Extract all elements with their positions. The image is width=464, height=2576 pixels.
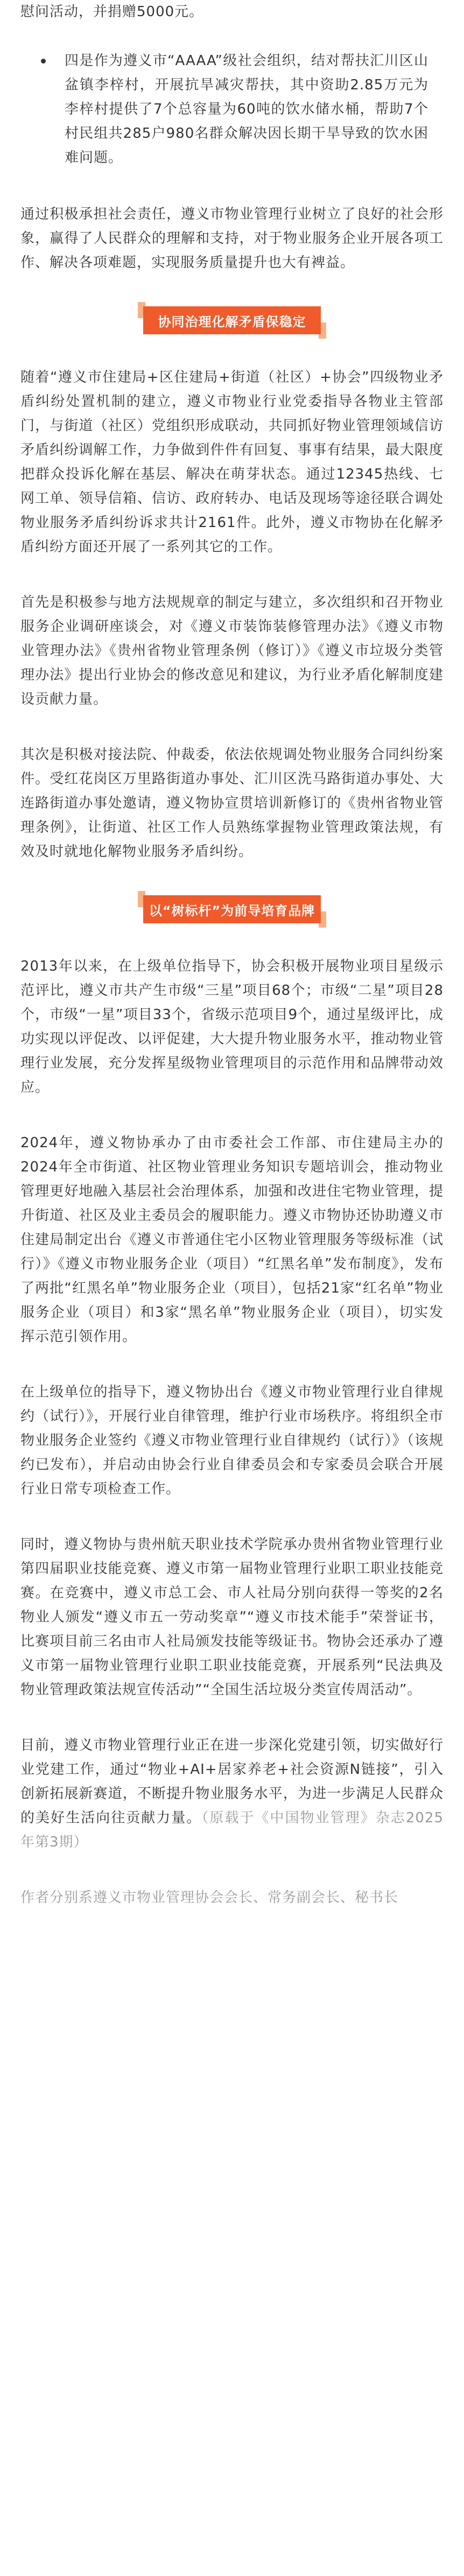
section-heading-text: 协同治理化解矛盾保稳定 xyxy=(158,314,306,329)
source-note: （原载于《中国物业管理》杂志2025年第3期） xyxy=(20,1810,444,1850)
paragraph: 首先是积极参与地方法规规章的制定与建立，多次组织和召开物业服务企业调研座谈会，对《遵义市装饰装修管理办法》《遵义市物业管理办法》《贵州省物业管理条例（修订）》《遵义市垃圾分类管理办法》提出行业协会的修改意见和建议，为行业矛盾化解制度建设贡献力量。 xyxy=(20,594,444,707)
paragraph-closing xyxy=(20,1733,444,1855)
paragraph-closing-text: 目前，遵义市物业管理行业正在进一步深化党建引领，切实做好行业党建工作，通过“物业+AI+居家养老+社会资源N链接”，引入创新拓展新赛道，不断提升物业服务水平，为进一步满足人民群众的美好生活向往贡献力量。 xyxy=(20,1737,444,1826)
section-heading-banner xyxy=(143,895,321,923)
section-heading-wrap xyxy=(20,306,444,334)
section-heading-wrap xyxy=(20,895,444,923)
bullet-text: 四是作为遵义市“AAAA”级社会组织，结对帮扶汇川区山盆镇李梓村，开展抗旱减灾帮扶，其中资助2.85万元为李梓村提供了7个总容量为60吨的饮水储水桶，帮助7个村民组共285户980名群众解决因长期干旱导致的饮水困难问题。 xyxy=(65,53,428,166)
bullet-item-4 xyxy=(36,49,428,170)
paragraph-fragment: 慰问活动，并捐赠5000元。 xyxy=(20,4,204,20)
paragraph: 其次是积极对接法院、仲裁委，依法依规调处物业服务合同纠纷案件。受红花岗区万里路街道办事处、汇川区洗马路街道办事处、大连路街道办事处邀请，遵义物协宣贯培训新修订的《贵州省物业管理条例》，让街道、社区工作人员熟练掌握物业管理政策法规，有效及时就地化解物业服务矛盾纠纷。 xyxy=(20,747,444,860)
bullet-dot-icon xyxy=(41,59,46,64)
paragraph: 同时，遵义物协与贵州航天职业技术学院承办贵州省物业管理行业第四届职业技能竞赛、遵义市第一届物业管理行业职工职业技能竞赛。在竞赛中，遵义市总工会、市人社局分别向获得一等奖的2名物业人颁发“遵义市五一劳动奖章”“遵义市技术能手”荣誉证书，比赛项目前三名由市人社局颁发技能等级证书。物协会还承办了遵义市第一届物业管理行业职工职业技能竞赛，开展系列“民法典及物业管理政策法规宣传活动”“全国生活垃圾分类宣传周活动”。 xyxy=(20,1536,444,1698)
paragraph: 在上级单位的指导下，遵义物协出台《遵义市物业管理行业自律规约（试行）》，开展行业自律管理，维护行业市场秩序。将组织全市物业服务企业签约《遵义市物业管理行业自律规约（试行）》（该规约已发布），并启动由协会行业自律委员会和专家委员会联合开展行业日常专项检查工作。 xyxy=(20,1384,444,1497)
section-heading-banner xyxy=(143,306,321,334)
paragraph: 2013年以来，在上级单位指导下，协会积极开展物业项目星级示范评比，遵义市共产生市级“三星”项目68个；市级“二星”项目28个，市级“一星”项目33个，省级示范项目9个，通过星级评比，成功实现以评促改、以评促建，大大提升物业服务水平，推动物业管理行业发展，充分发挥星级物业管理项目的示范作用和品牌带动效应。 xyxy=(20,958,444,1096)
paragraph: 随着“遵义市住建局+区住建局+街道（社区）+协会”四级物业矛盾纠纷处置机制的建立，遵义市物业行业党委指导各物业主管部门，与街道（社区）党组织形成联动，共同抓好物业管理领域信访矛盾纠纷调解工作，力争做到件件有回复、事事有结果，最大限度把群众投诉化解在基层、解决在萌芽状态。通过12345热线、七网工单、领导信箱、信访、政府转办、电话及现场等途径联合调处物业服务矛盾纠纷诉求共计2161件。此外，遵义市物协在化解矛盾纠纷方面还开展了一系列其它的工作。 xyxy=(20,369,444,555)
section-heading-text: 以“树标杆”为前导培育品牌 xyxy=(149,903,315,918)
author-note: 作者分别系遵义市物业管理协会会长、常务副会长、秘书长 xyxy=(20,1890,399,1906)
paragraph: 2024年，遵义物协承办了由市委社会工作部、市住建局主办的2024年全市街道、社区物业管理业务知识专题培训会，推动物业管理更好地融入基层社会治理体系，加强和改进住宅物业管理，提升街道、社区及业主委员会的履职能力。遵义市物协还协助遵义市住建局制定出台《遵义市普通住宅小区物业管理服务等级标准（试行）》《遵义市物业服务企业（项目）“红黑名单”发布制度》，发布了两批“红黑名单”物业服务企业（项目），包括21家“红名单”物业服务企业（项目）和3家“黑名单”物业服务企业（项目），切实发挥示范引领作用。 xyxy=(20,1135,444,1345)
paragraph: 通过积极承担社会责任，遵义市物业管理行业树立了良好的社会形象，赢得了人民群众的理解和支持，对于物业服务企业开展各项工作、解决各项难题，实现服务质量提升也大有裨益。 xyxy=(20,206,444,271)
